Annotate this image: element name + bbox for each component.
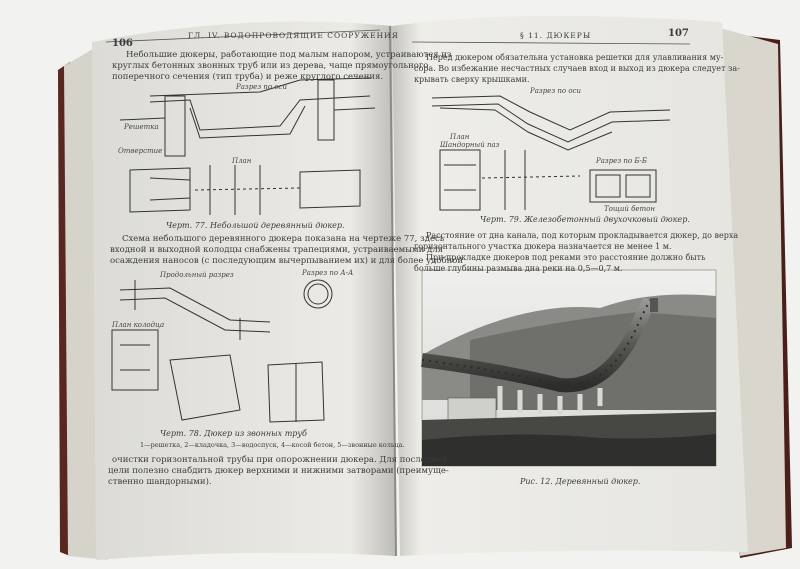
photo-caption: Рис. 12. Деревянный дюкер.	[520, 477, 641, 486]
fig77-label: План	[232, 157, 252, 165]
fig77-label: Отверстие	[118, 147, 163, 155]
left-text-line: входной и выходной колодцы снабжены трапециями, устраиваемыми для	[110, 245, 443, 255]
fig78-label: Продольный разрез	[160, 271, 234, 279]
left-text-line: цели полезно снабдить дюкер верхними и нижними затворами (преимуще-	[108, 466, 449, 476]
right-text-line: горизонтального участка дюкера назначается не менее 1 м.	[414, 242, 672, 251]
left-page-number: 106	[112, 38, 133, 49]
fig79-label: План	[450, 133, 470, 141]
fig79-label: Шандорный паз	[440, 141, 500, 149]
fig77-label: Разрез по оси	[236, 83, 287, 91]
fig79-label: Разрез по оси	[530, 87, 581, 95]
right-running-head: § 11. ДЮКЕРЫ	[520, 31, 592, 40]
left-text-line: круглых бетонных звонных труб или из дерева, чаще прямоугольного	[112, 61, 429, 71]
photo-wooden-duker	[422, 270, 716, 466]
right-page-number: 107	[668, 28, 689, 39]
left-text-line: очистки горизонтальной трубы при опорожнении дюкера. Для последней	[112, 455, 448, 465]
fig79-label: Разрез по Б-Б	[596, 157, 647, 165]
left-running-head: ГЛ. IV. ВОДОПРОВОДЯЩИЕ СООРУЖЕНИЯ	[188, 31, 399, 40]
fig78-caption: Черт. 78. Дюкер из звонных труб	[160, 429, 307, 438]
right-text-line: Расстояние от дна канала, под которым прокладывается дюкер, до верха	[426, 231, 739, 240]
left-text-line: поперечного сечения (тип труба) и реже круглого сечения.	[112, 72, 384, 82]
fig77-caption: Черт. 77. Небольшой деревянный дюкер.	[166, 221, 345, 230]
right-text-line: крывать сверху крышками.	[414, 75, 530, 84]
left-text-line: осаждения наносов (с последующим вычерпыванием их) и для более удобной	[110, 256, 464, 266]
left-text-line: ственно шандорными).	[108, 477, 212, 487]
fig78-label: Разрез по А-А	[302, 269, 354, 277]
right-text-line: Перед дюкером обязательна установка решетки для улавливания му-	[426, 53, 724, 62]
right-text-line: сора. Во избежание несчастных случаев вход и выход из дюкера следует за-	[414, 64, 740, 73]
fig78-legend: 1—решетка, 2—кладочка, 3—водоспуск, 4—косой бетон, 5—звонные кольца.	[140, 441, 405, 449]
right-text-line: больше глубины размыва дна реки на 0,5—0,7 м.	[414, 264, 623, 273]
fig79-label: Тощий бетон	[604, 205, 656, 213]
left-text-line: Небольшие дюкеры, работающие под малым напором, устраиваются из	[126, 50, 452, 60]
right-text-line: При прокладке дюкеров под реками это расстояние должно быть	[426, 253, 706, 262]
fig79-caption: Черт. 79. Железобетонный двухочковый дюкер.	[480, 215, 690, 224]
fig78-label: План колодца	[112, 321, 165, 329]
left-text-line: Схема небольшого деревянного дюкера показана на чертеже 77, здесь	[122, 234, 445, 244]
fig77-label: Решетка	[124, 123, 159, 131]
